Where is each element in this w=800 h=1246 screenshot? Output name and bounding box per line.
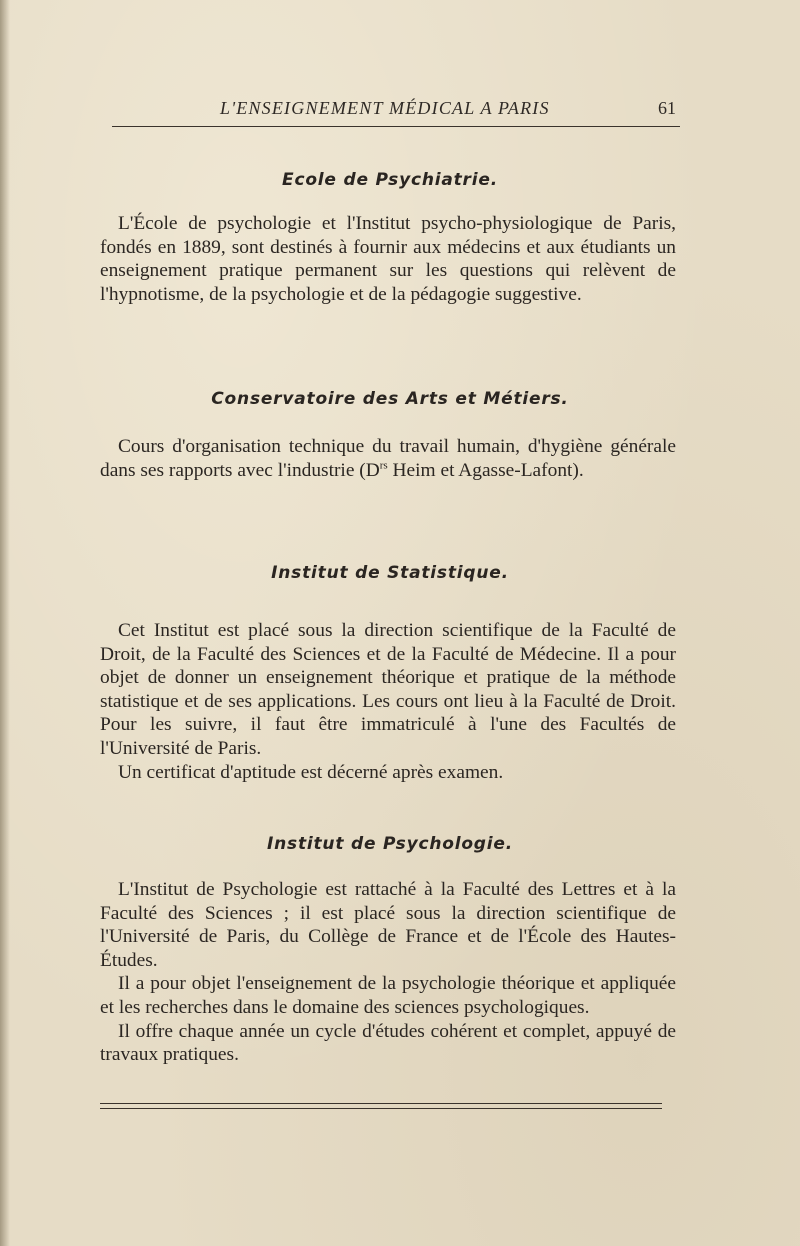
superscript: rs [379,459,388,472]
paragraph: Cet Institut est placé sous la direction scientifique de la Faculté de Droit, de la Faculté des Sciences et de la Faculté de Médecine. Il a pour objet de donner un enseignement théorique et pratique de la méthode statistique et de ses applications. Les cours ont lieu à la Faculté de Droit. Pour les suivre, il faut être immatriculé à l'une des Facultés de l'Université de Paris. [100,620,676,759]
section-title-ecole-psychiatrie: Ecole de Psychiatrie. [282,170,498,190]
section-body-psychologie [100,878,676,1067]
paragraph-text: Cours d'organisation technique du travail humain, d'hygiène générale dans ses rapports avec l'industrie (D [100,436,676,481]
paragraph: L'Institut de Psychologie est rattaché à la Faculté des Lettres et à la Faculté des Sciences ; il est placé sous la direction scientifique de l'Université de Paris, du Collège de France et de l'École des Hautes-Études. [100,879,676,971]
section-body-statistique [100,619,676,784]
running-header [112,98,680,127]
paragraph [100,435,676,482]
paragraph: Il a pour objet l'enseignement de la psychologie théorique et appliquée et les recherches dans le domaine des sciences psychologiques. [100,973,676,1018]
paragraph: Il offre chaque année un cycle d'études cohérent et complet, appuyé de travaux pratiques. [100,1020,676,1066]
section-title-conservatoire: Conservatoire des Arts et Métiers. [211,389,569,409]
running-title: L'ENSEIGNEMENT MÉDICAL A PARIS [220,98,550,118]
section-title-psychologie: Institut de Psychologie. [267,834,513,854]
end-double-rule [100,1103,662,1109]
page-edge-shadow [0,0,10,1246]
section-title-statistique: Institut de Statistique. [271,563,509,583]
paragraph-text: Heim et Agasse-Lafont). [387,459,584,481]
section-body-ecole-psychiatrie [100,212,676,306]
paragraph: Un certificat d'aptitude est décerné après examen. [118,761,504,783]
page-number: 61 [658,98,676,118]
paragraph: L'École de psychologie et l'Institut psycho-physiologique de Paris, fondés en 1889, sont destinés à fournir aux médecins et aux étudiants un enseignement pratique permanent sur les questions qui relèvent de l'hypnotisme, de la psychologie et de la pédagogie suggestive. [100,213,676,305]
section-body-conservatoire [100,435,676,482]
